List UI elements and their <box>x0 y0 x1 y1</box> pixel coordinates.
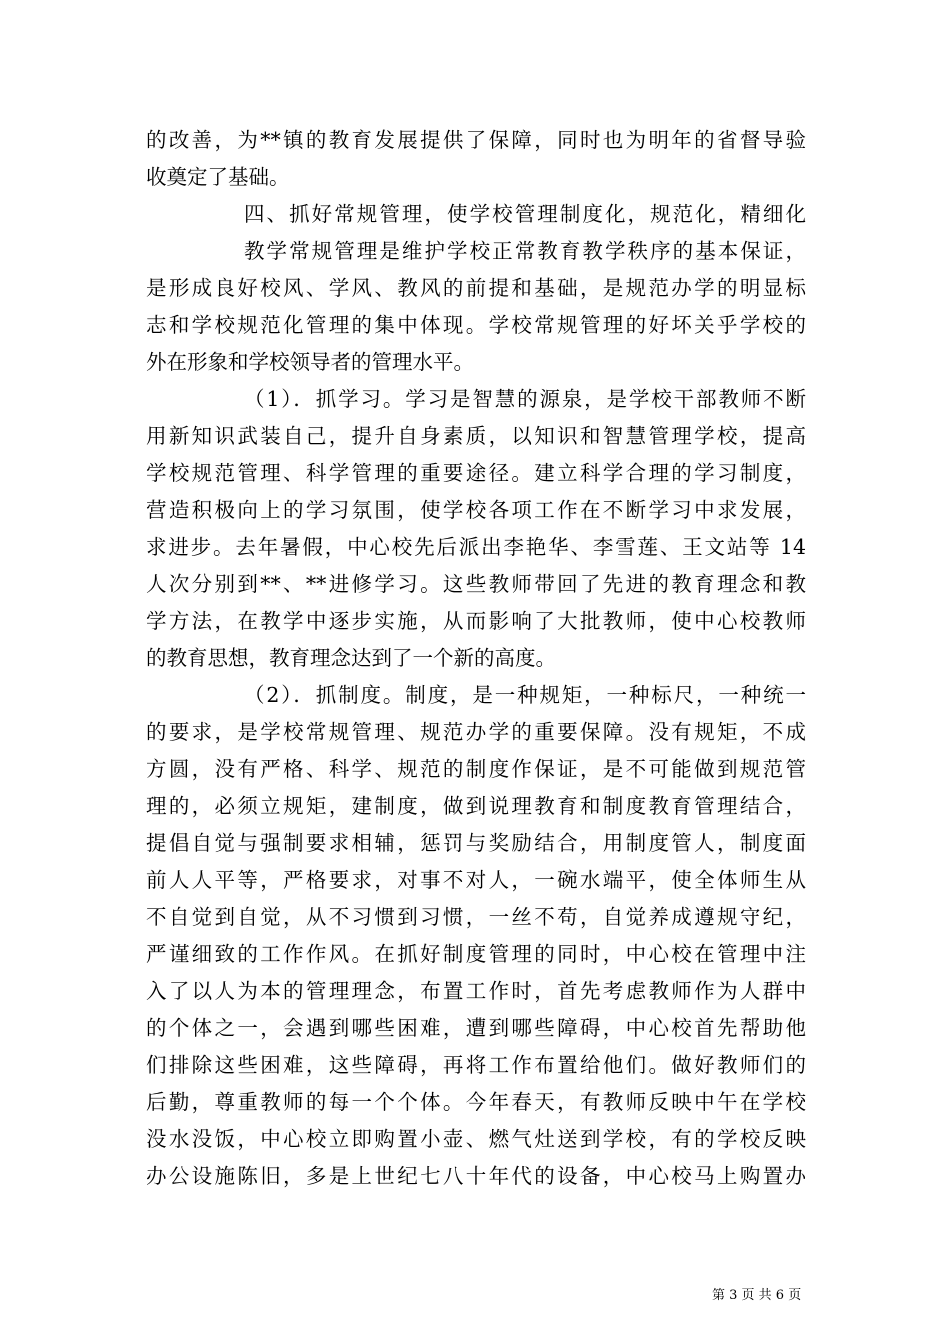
text-line: 志和学校规范化管理的集中体现。学校常规管理的好坏关乎学校的 <box>146 313 806 337</box>
text-line: 严谨细致的工作作风。在抓好制度管理的同时，中心校在管理中注 <box>146 942 806 966</box>
text-line: 人次分别到**、**进修学习。这些教师带回了先进的教育理念和教 <box>146 572 806 596</box>
text-line: 入了以人为本的管理理念，布置工作时，首先考虑教师作为人群中 <box>146 979 806 1003</box>
text-line: 不自觉到自觉，从不习惯到习惯，一丝不苟，自觉养成遵规守纪， <box>146 905 806 929</box>
text-line: 收奠定了基础。 <box>146 165 290 189</box>
text-line: （1）．抓学习。学习是智慧的源泉，是学校干部教师不断 <box>244 387 806 411</box>
section-heading: 四、抓好常规管理，使学校管理制度化，规范化，精细化 <box>244 202 806 226</box>
text-line: 的个体之一，会遇到哪些困难，遭到哪些障碍，中心校首先帮助他 <box>146 1016 806 1040</box>
text-line: 理的，必须立规矩，建制度，做到说理教育和制度教育管理结合， <box>146 794 806 818</box>
text-line: 提倡自觉与强制要求相辅，惩罚与奖励结合，用制度管人，制度面 <box>146 831 806 855</box>
text-line: 前人人平等，严格要求，对事不对人，一碗水端平，使全体师生从 <box>146 868 806 892</box>
text-line: 营造积极向上的学习氛围，使学校各项工作在不断学习中求发展， <box>146 498 806 522</box>
text-line: 外在形象和学校领导者的管理水平。 <box>146 350 474 374</box>
text-line: 方圆，没有严格、科学、规范的制度作保证，是不可能做到规范管 <box>146 757 806 781</box>
text-line: 办公设施陈旧，多是上世纪七八十年代的设备，中心校马上购置办 <box>146 1164 806 1188</box>
text-line: 后勤，尊重教师的每一个个体。今年春天，有教师反映中午在学校 <box>146 1090 806 1114</box>
text-line: 的教育思想，教育理念达到了一个新的高度。 <box>146 646 556 670</box>
text-line: 用新知识武装自己，提升自身素质，以知识和智慧管理学校，提高 <box>146 424 806 448</box>
text-line: （2）．抓制度。制度，是一种规矩，一种标尺，一种统一 <box>244 683 806 707</box>
text-line: 求进步。去年暑假，中心校先后派出李艳华、李雪莲、王文站等 14 <box>146 535 806 559</box>
text-line: 没水没饭，中心校立即购置小壶、燃气灶送到学校，有的学校反映 <box>146 1127 806 1151</box>
page-number: 第 3 页 共 6 页 <box>712 1288 802 1303</box>
text-line: 是形成良好校风、学风、教风的前提和基础，是规范办学的明显标 <box>146 276 806 300</box>
text-line: 教学常规管理是维护学校正常教育教学秩序的基本保证， <box>244 239 806 263</box>
text-line: 学方法，在教学中逐步实施，从而影响了大批教师，使中心校教师 <box>146 609 806 633</box>
text-line: 学校规范管理、科学管理的重要途径。建立科学合理的学习制度， <box>146 461 806 485</box>
text-line: 的改善，为**镇的教育发展提供了保障，同时也为明年的省督导验 <box>146 128 806 152</box>
text-line: 的要求，是学校常规管理、规范办学的重要保障。没有规矩，不成 <box>146 720 806 744</box>
text-line: 们排除这些困难，这些障碍，再将工作布置给他们。做好教师们的 <box>146 1053 806 1077</box>
